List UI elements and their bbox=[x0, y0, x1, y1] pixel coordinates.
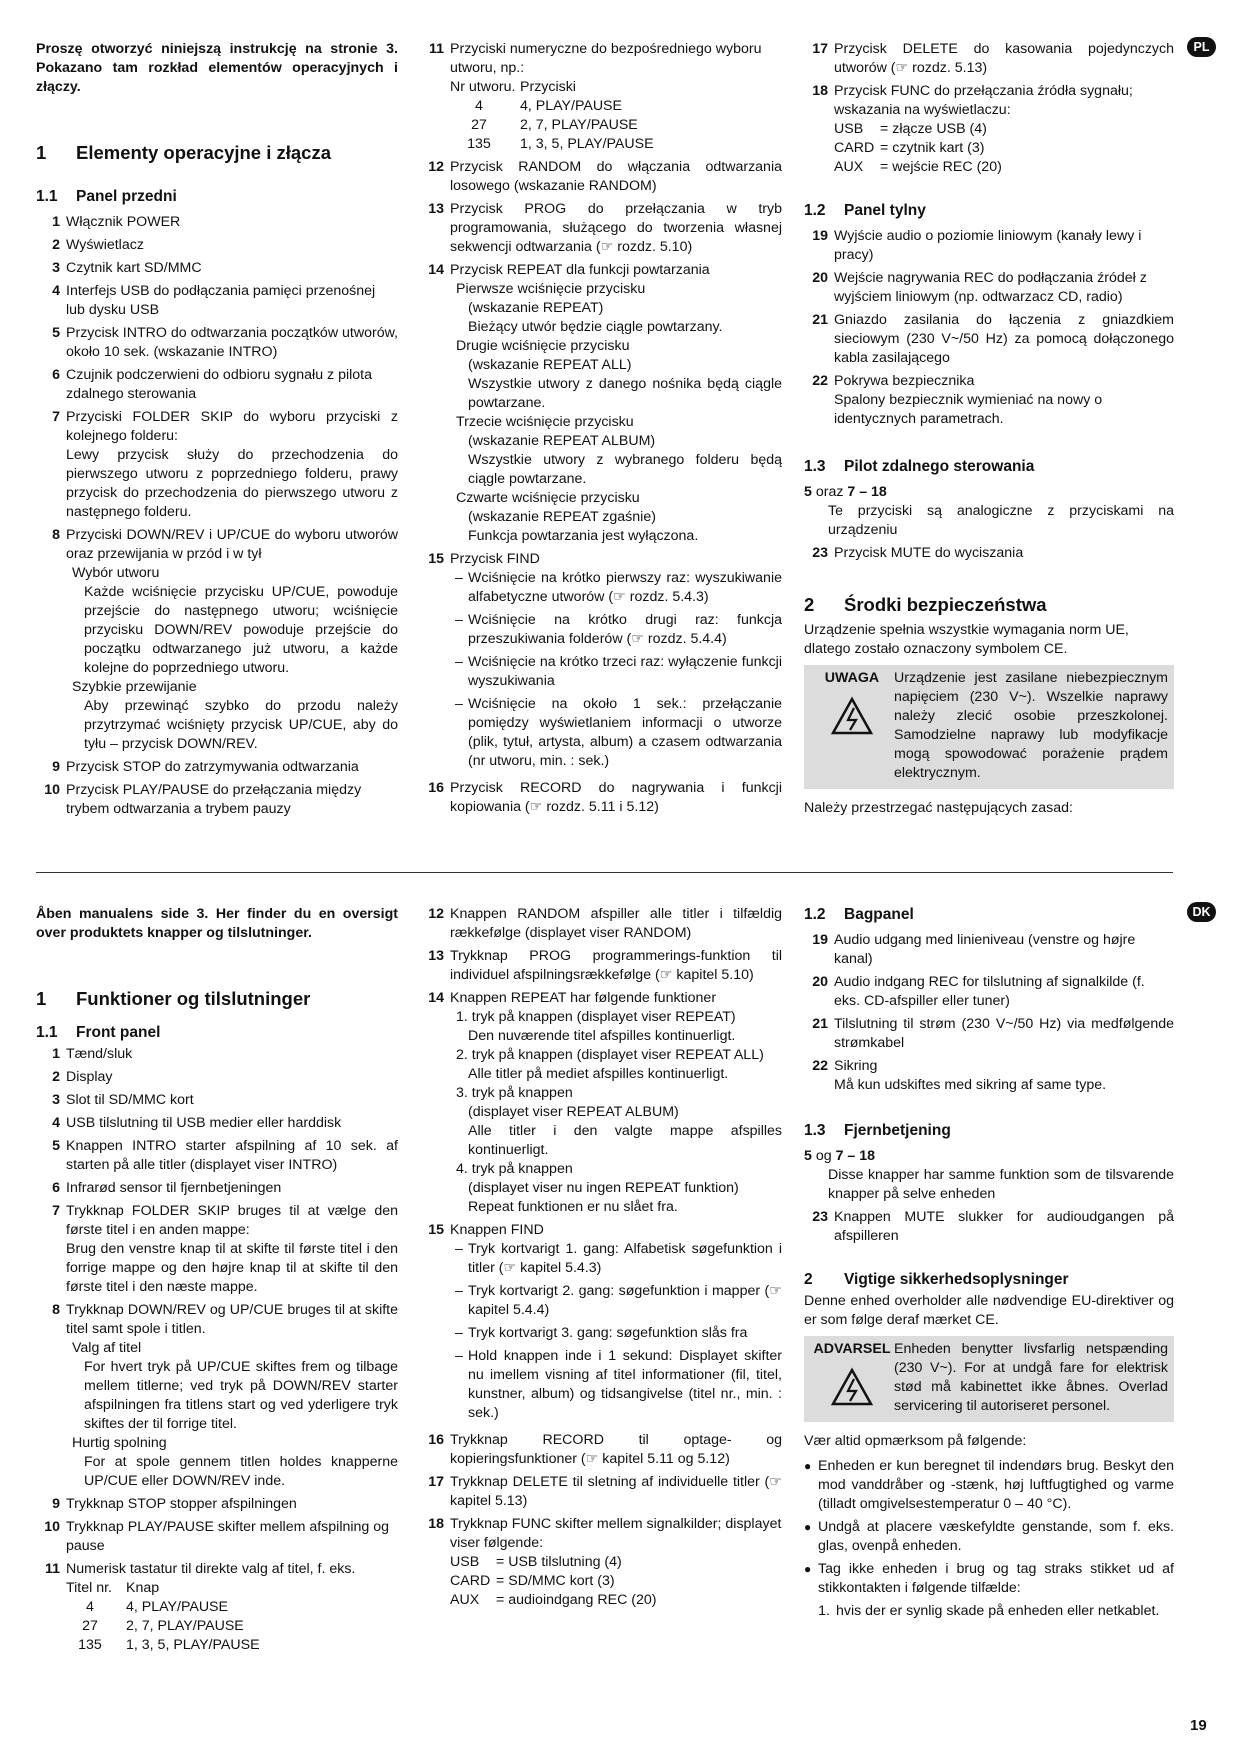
warning-label: UWAGA bbox=[824, 670, 880, 686]
list-item: 20 Wejście nagrywania REC do podłączania źródeł z wyjściem liniowym (np. odtwarzacz CD, radio) bbox=[812, 270, 1147, 305]
list-item: 9 Trykknap STOP stopper afspilningen bbox=[52, 1496, 297, 1512]
list-item: 5 Przycisk INTRO do odtwarzania początków utworów, około 10 sek. (wskazanie INTRO) bbox=[52, 325, 398, 360]
bullet-item: ● Tag ikke enheden i brug og tag straks stikket ud af stikkontakten i følgende tilfælde: bbox=[804, 1561, 1174, 1596]
list-item: 6 Czujnik podczerwieni do odbioru sygnału z pilota zdalnego sterowania bbox=[52, 367, 372, 402]
language-badge-pl: PL bbox=[1187, 37, 1216, 57]
column-2 bbox=[420, 40, 782, 821]
list-item: 3 Czytnik kart SD/MMC bbox=[52, 260, 202, 276]
list-item: 20 Audio indgang REC for tilslutning af signalkilde (f. eks. CD-afspiller eller tuner) bbox=[812, 974, 1145, 1009]
observe-text: Vær altid opmærksom på følgende: bbox=[804, 1433, 1027, 1449]
dash-item: – Wciśnięcie na krótko drugi raz: funkcja przeszukiwania folderów (☞ rozdz. 5.4.4) bbox=[455, 612, 782, 647]
section-heading-front-panel: 1.1 Panel przedni bbox=[36, 188, 177, 205]
list-item: 6 Infrarød sensor til fjernbetjeningen bbox=[52, 1180, 282, 1196]
list-item: 19 Wyjście audio o poziomie liniowym (kanały lewy i pracy) bbox=[812, 228, 1142, 263]
list-item: 17 Przycisk DELETE do kasowania pojedynczych utworów (☞ rozdz. 5.13) bbox=[812, 41, 1174, 76]
language-divider bbox=[36, 872, 1173, 873]
list-item: 16 Przycisk RECORD do nagrywania i funkcji kopiowania (☞ rozdz. 5.11 i 5.12) bbox=[428, 780, 782, 815]
page-number: 19 bbox=[1190, 1717, 1207, 1734]
list-item: 1 Włącznik POWER bbox=[52, 214, 181, 230]
list-item: 21 Gniazdo zasilania do łączenia z gniazdkiem sieciowym (230 V~/50 Hz) za pomocą dołączonego kabla zasilającego bbox=[812, 312, 1174, 366]
chapter-heading: 1 Elementy operacyjne i złącza bbox=[36, 142, 332, 163]
list-item: 10 Trykknap PLAY/PAUSE skifter mellem afspilning og pause bbox=[44, 1519, 390, 1554]
list-item: 8 Trykknap DOWN/REV og UP/CUE bruges til at skifte titel samt spole i titlen. Valg af titel For hvert tryk på UP/CUE skiftes frem og tilbage mellem titlerne; ved tryk på DOWN/REV starter afspilningen fra titlens start og ved yderligere tryk skiftes der til forrige titel. Hurtig spolning For at spole gennem titlen holdes knapperne UP/CUE eller DOWN/REV inde. bbox=[52, 1302, 398, 1489]
bullet-item: ● Undgå at placere væskefyldte genstande, som f. eks. glas, ovenpå enheden. bbox=[804, 1519, 1174, 1554]
intro-text: Åben manualens side 3. Her finder du en oversigt over produktets knapper og tilslutninger. bbox=[36, 906, 398, 941]
section-polish bbox=[36, 40, 1174, 830]
column-3 bbox=[804, 40, 1174, 818]
dash-item: – Tryk kortvarigt 1. gang: Alfabetisk søgefunktion i titler (☞ kapitel 5.4.3) bbox=[455, 1241, 782, 1276]
display-indications: USB = złącze USB (4) CARD = czytnik kart (3) AUX = wejście REC (20) bbox=[834, 121, 1002, 175]
list-item: 14 Przycisk REPEAT dla funkcji powtarzania Pierwsze wciśnięcie przycisku (wskazanie REPEAT) Bieżący utwór będzie ciągle powtarzany. Drugie wciśnięcie przycisku (wskazanie REPEAT ALL) Wszystkie utwory z danego nośnika będą ciągle powtarzane. Trzecie wciśnięcie przycisku (wskazanie REPEAT ALBUM) Wszystkie utwory z wybranego folderu będą ciągle powtarzane. Czwarte wciśnięcie przycisku (wskazanie REPEAT zgaśnie) Funkcja powtarzania jest wyłączona. bbox=[428, 262, 782, 544]
list-item: 10 Przycisk PLAY/PAUSE do przełączania między trybem odtwarzania a trybem pauzy bbox=[44, 782, 362, 817]
list-item: 23 Knappen MUTE slukker for audioudgangen på afspilleren bbox=[812, 1209, 1174, 1244]
chapter-heading: 1 Funktioner og tilslutninger bbox=[36, 988, 311, 1009]
dash-item: – Wciśnięcie na krótko trzeci raz: wyłączenie funkcji wyszukiwania bbox=[455, 654, 782, 689]
list-item: 11 Numerisk tastatur til direkte valg af titel, f. eks. Titel nr. Knap 4 4, PLAY/PAUSE 27 2, 7, PLAY/PAUSE 135 1, 3, 5, PLAY/PAUSE bbox=[36, 1560, 398, 1655]
remote-keys-heading: 5 oraz 7 – 18 bbox=[804, 484, 887, 500]
chapter-heading-safety: 2 Środki bezpieczeństwa bbox=[804, 594, 1047, 615]
list-item: 2 Wyświetlacz bbox=[52, 237, 144, 253]
safety-intro: Urządzenie spełnia wszystkie wymagania norm UE, dlatego zostało oznaczony symbolem CE. bbox=[804, 622, 1129, 657]
intro-text: Proszę otworzyć niniejszą instrukcję na stronie 3. Pokazano tam rozkład elementów operacyjnych i złączy. bbox=[36, 41, 398, 95]
list-item: 7 Trykknap FOLDER SKIP bruges til at vælge den første titel i en anden mappe: Brug den venstre knap til at skifte til første titel i den forrige mappe og den højre knap til at skifte til den første titel i den næste mappe. bbox=[52, 1203, 398, 1295]
list-item: 5 Knappen INTRO starter afspilning af 10 sek. af starten på alle titler (displayet viser INTRO) bbox=[52, 1138, 398, 1173]
list-item: 8 Przyciski DOWN/REV i UP/CUE do wyboru utworów oraz przewijania w przód i w tył Wybór utworu Każde wciśnięcie przycisku UP/CUE, powoduje przejście do następnego utworu; wciśnięcie przycisku DOWN/REV powoduje przejście do początku odtwarzanego już utworu, a każde kolejne do poprzedniego utworu. Szybkie przewijanie Aby przewinąć szybko do przodu należy przytrzymać wciśnięty przycisk UP/CUE, aby do tyłu – przycisk DOWN/REV. bbox=[52, 527, 398, 752]
list-item: 18 Przycisk FUNC do przełączania źródła sygnału; wskazania na wyświetlaczu: USB = złącze USB (4) CARD = czytnik kart (3) AUX = wejście REC (20) bbox=[804, 82, 1174, 177]
high-voltage-icon bbox=[830, 696, 874, 736]
list-item: 4 Interfejs USB do podłączania pamięci przenośnej lub dysku USB bbox=[52, 283, 376, 318]
remote-text: Te przyciski są analogiczne z przyciskami na urządzeniu bbox=[828, 503, 1174, 538]
list-item: 2 Display bbox=[52, 1069, 113, 1085]
column-2 bbox=[420, 905, 782, 1614]
list-item: 13 Trykknap PROG programmerings-funktion til individuel afspilningsrækkefølge (☞ kapitel 5.10) bbox=[428, 948, 782, 983]
list-item: 14 Knappen REPEAT har følgende funktioner 1. tryk på knappen (displayet viser REPEAT) Den nuværende titel afspilles kontinuerligt. 2. tryk på knappen (displayet viser REPEAT ALL) Alle titler på mediet afspilles kontinuerligt. 3. tryk på knappen (displayet viser REPEAT ALBUM) Alle titler i den valgte mappe afspilles kontinuerligt. 4. tryk på knappen (displayet viser nu ingen REPEAT funktion) Repeat funktionen er nu slået fra. bbox=[428, 990, 782, 1215]
safety-intro: Denne enhed overholder alle nødvendige EU-direktiver og er som følge deraf mærket CE. bbox=[804, 1293, 1174, 1328]
bullet-item: ● Enheden er kun beregnet til indendørs brug. Beskyt den mod vanddråber og -stænk, høj luftfugtighed og varme (tilladt omgivelsestemperatur 0 – 40 °C). bbox=[804, 1458, 1174, 1512]
section-heading-remote: 1.3 Fjernbetjening bbox=[804, 1122, 951, 1139]
section-heading-rear-panel: 1.2 Bagpanel bbox=[804, 906, 914, 923]
warning-box bbox=[804, 665, 1174, 789]
list-item: 3 Slot til SD/MMC kort bbox=[52, 1092, 194, 1108]
list-item: 4 USB tilslutning til USB medier eller harddisk bbox=[52, 1115, 342, 1131]
dash-item: – Tryk kortvarigt 2. gang: søgefunktion i mapper (☞ kapitel 5.4.4) bbox=[455, 1283, 782, 1318]
list-item: 21 Tilslutning til strøm (230 V~/50 Hz) via medfølgende strømkabel bbox=[812, 1016, 1174, 1051]
warning-box bbox=[804, 1336, 1174, 1422]
list-item: 7 Przyciski FOLDER SKIP do wyboru przyciski z kolejnego folderu: Lewy przycisk służy do przechodzenia do pierwszego utworu z poprzedniego folderu, prawy przycisk do przechodzenia do pierwszego utworu z następnego folderu. bbox=[52, 409, 398, 520]
list-item: 15 Knappen FIND – Tryk kortvarigt 1. gang: Alfabetisk søgefunktion i titler (☞ kapitel 5.4.3) – Tryk kortvarigt 2. gang: søgefunktion i mapper (☞ kapitel 5.4.4) – Tryk kortvarigt 3. gang: søgefunktion slås fra – Hold knappen inde i 1 sekund: Displayet skifter nu imellem visning af titel informationer (fil, titel, kunstner, album) og tidsangivelse (titel nr., min. : sek.) bbox=[428, 1222, 782, 1421]
numbered-item: 1. hvis der er synlig skade på enheden eller netkablet. bbox=[818, 1603, 1160, 1619]
section-heading-remote: 1.3 Pilot zdalnego sterowania bbox=[804, 458, 1035, 475]
track-number-table: Nr utworu. Przyciski 4 4, PLAY/PAUSE 27 2, 7, PLAY/PAUSE 135 1, 3, 5, PLAY/PAUSE bbox=[450, 79, 654, 152]
list-item: 19 Audio udgang med linieniveau (venstre og højre kanal) bbox=[812, 932, 1136, 967]
list-item: 12 Przycisk RANDOM do włączania odtwarzania losowego (wskazanie RANDOM) bbox=[428, 159, 782, 194]
dash-item: – Wciśnięcie na około 1 sek.: przełączanie pomiędzy wyświetlaniem informacji o utworze (plik, tytuł, artysta, album) a czasem odtwarzania (nr utworu, min. : sek.) bbox=[455, 696, 782, 769]
section-heading-front-panel: 1.1 Front panel bbox=[36, 1024, 161, 1041]
remote-keys-heading: 5 og 7 – 18 bbox=[804, 1148, 876, 1164]
list-item: 18 Trykknap FUNC skifter mellem signalkilder; displayet viser følgende: USB = USB tilslutning (4) CARD = SD/MMC kort (3) AUX = audioindgang REC (20) bbox=[428, 1516, 782, 1608]
dash-item: – Tryk kortvarigt 3. gang: søgefunktion slås fra bbox=[455, 1325, 748, 1341]
display-indications: USB = USB tilslutning (4) CARD = SD/MMC kort (3) AUX = audioindgang REC (20) bbox=[450, 1554, 657, 1608]
list-item: 16 Trykknap RECORD til optage- og kopieringsfunktioner (☞ kapitel 5.11 og 5.12) bbox=[428, 1432, 782, 1467]
list-item: 11 Przyciski numeryczne do bezpośredniego wyboru utworu, np.: Nr utworu. Przyciski 4 4, PLAY/PAUSE 27 2, 7, PLAY/PAUSE 135 1, 3, 5, PLAY/PAUSE bbox=[420, 40, 782, 154]
list-item: 22 Pokrywa bezpiecznika Spalony bezpiecznik wymieniać na nowy o identycznych parametrach. bbox=[812, 373, 1103, 427]
column-3 bbox=[804, 905, 1174, 1625]
remote-text: Disse knapper har samme funktion som de tilsvarende knapper på selve enheden bbox=[828, 1167, 1174, 1202]
language-badge-dk: DK bbox=[1187, 902, 1216, 922]
list-item: 1 Tænd/sluk bbox=[52, 1046, 133, 1062]
list-item: 23 Przycisk MUTE do wyciszania bbox=[812, 545, 1024, 561]
observe-text: Należy przestrzegać następujących zasad: bbox=[804, 800, 1073, 816]
section-heading-rear-panel: 1.2 Panel tylny bbox=[804, 202, 926, 219]
column-1 bbox=[36, 40, 398, 823]
section-danish bbox=[36, 905, 1174, 1675]
list-item: 15 Przycisk FIND – Wciśnięcie na krótko pierwszy raz: wyszukiwanie alfabetyczne utworów (☞ rozdz. 5.4.3) – Wciśnięcie na krótko drugi raz: funkcja przeszukiwania folderów (☞ rozdz. 5.4.4) – Wciśnięcie na krótko trzeci raz: wyłączenie funkcji wyszukiwania – Wciśnięcie na około 1 sek.: przełączanie pomiędzy wyświetlaniem informacji o utworze (plik, tytuł, artysta, album) a czasem odtwarzania (nr utworu, min. : sek.) bbox=[428, 551, 782, 769]
list-item: 12 Knappen RANDOM afspiller alle titler i tilfældig rækkefølge (displayet viser RANDOM) bbox=[428, 906, 782, 941]
high-voltage-icon bbox=[830, 1367, 874, 1407]
list-item: 13 Przycisk PROG do przełączania w tryb programowania, służącego do tworzenia własnej sekwencji odtwarzania (☞ rozdz. 5.10) bbox=[428, 201, 782, 255]
chapter-heading-safety: 2 Vigtige sikkerhedsoplysninger bbox=[804, 1271, 1069, 1288]
list-item: 17 Trykknap DELETE til sletning af individuelle titler (☞ kapitel 5.13) bbox=[428, 1474, 782, 1509]
list-item: 9 Przycisk STOP do zatrzymywania odtwarzania bbox=[52, 759, 359, 775]
list-item: 22 Sikring Må kun udskiftes med sikring af same type. bbox=[812, 1058, 1107, 1093]
track-number-table: Titel nr. Knap 4 4, PLAY/PAUSE 27 2, 7, PLAY/PAUSE 135 1, 3, 5, PLAY/PAUSE bbox=[66, 1580, 260, 1653]
dash-item: – Wciśnięcie na krótko pierwszy raz: wyszukiwanie alfabetyczne utworów (☞ rozdz. 5.4.3) bbox=[455, 570, 782, 605]
warning-text: Enheden benytter livsfarlig netspænding (230 V~). For at undgå fare for elektrisk stød må kabinettet ikke åbnes. Overlad servicering til autoriseret personel. bbox=[894, 1341, 1168, 1414]
warning-text: Urządzenie jest zasilane niebezpiecznym napięciem (230 V~). Wszelkie naprawy należy zlecić osobie przeszkolonej. Samodzielne naprawy lub modyfikacje mogą spowodować porażenie prądem elektrycznym. bbox=[894, 670, 1168, 781]
dash-item: – Hold knappen inde i 1 sekund: Displayet skifter nu imellem visning af titel informationer (fil, titel, kunstner, album) og tidsangivelse (titel nr., min. : sek.) bbox=[455, 1348, 782, 1421]
column-1 bbox=[36, 905, 398, 1659]
warning-label: ADVARSEL bbox=[813, 1341, 891, 1357]
